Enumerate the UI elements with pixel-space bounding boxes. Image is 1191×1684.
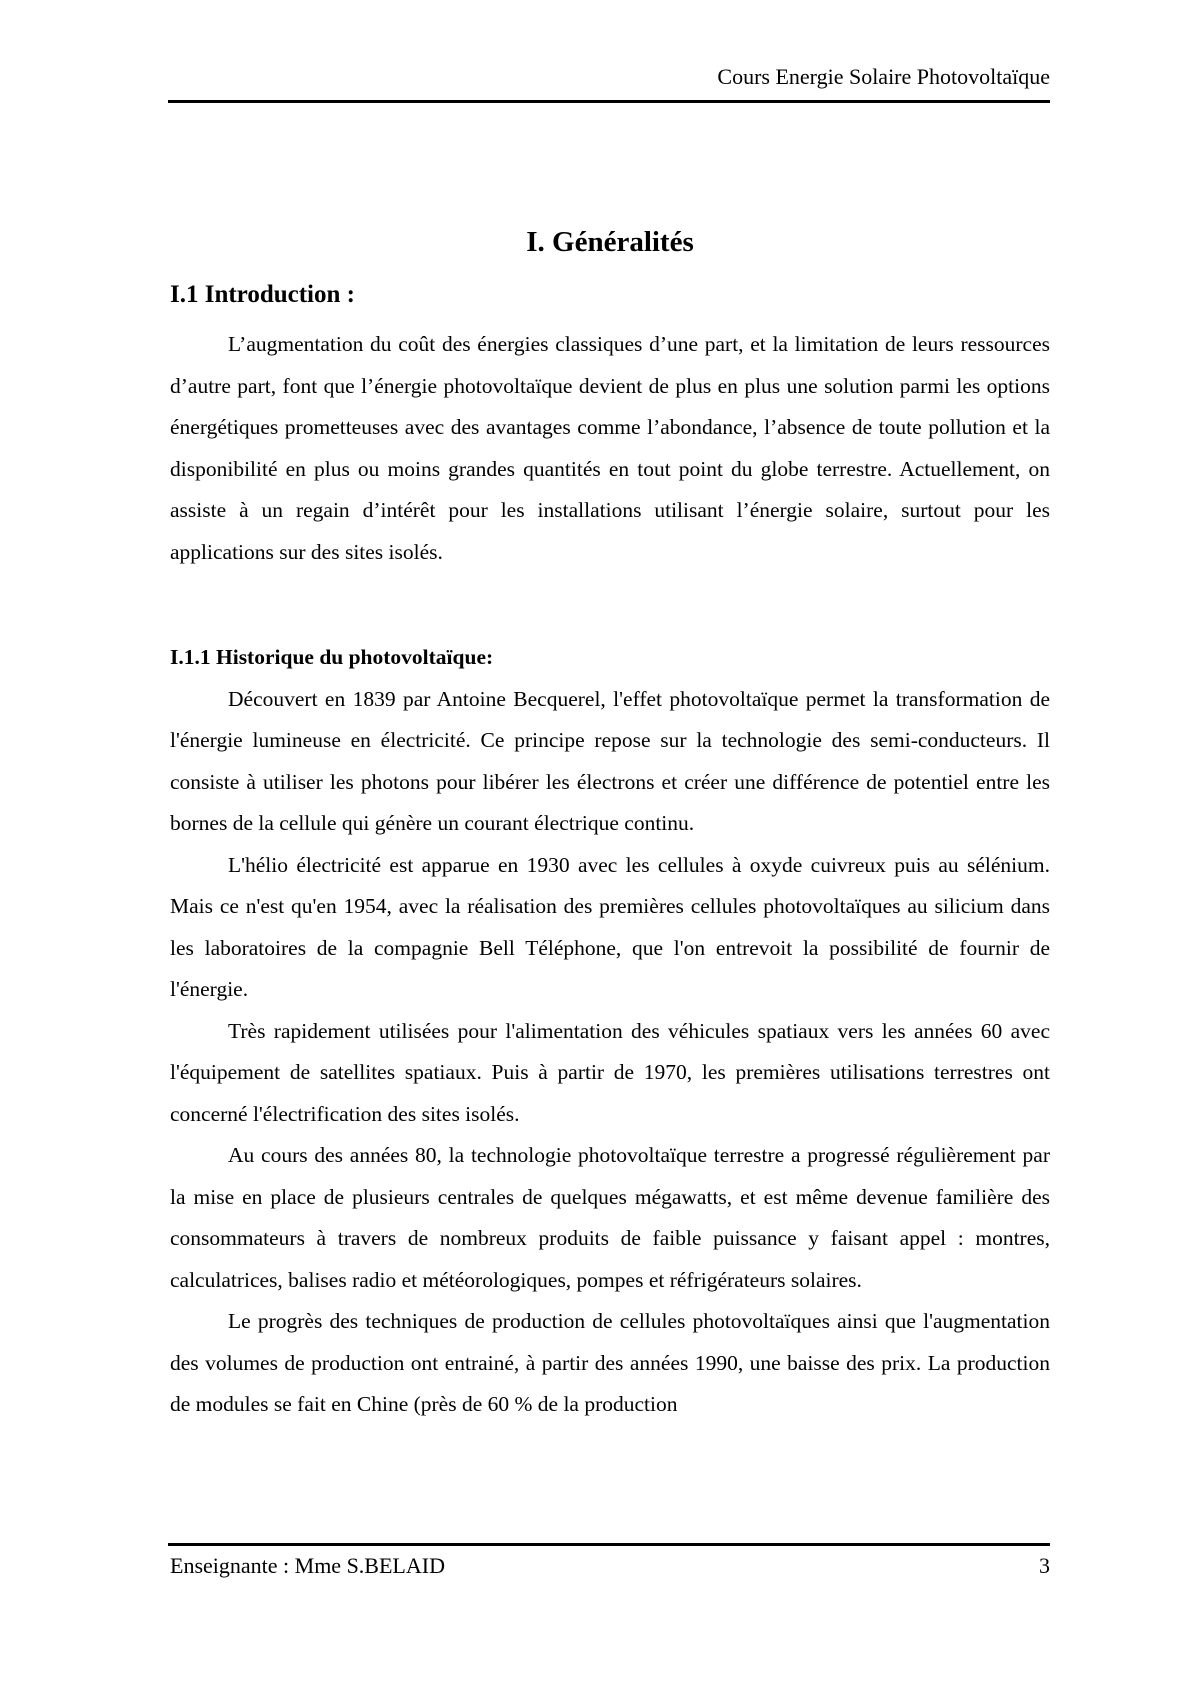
page-number: 3 [1039, 1553, 1050, 1578]
intro-paragraph: L’augmentation du coût des énergies classiques d’une part, et la limitation de leurs ressources d’autre part, font que l’énergie photovoltaïque devient de plus en plus une solution parmi les options énergétiques prometteuses avec des avantages comme l’abondance, l’absence de toute pollution et la disponibilité en plus ou moins grandes quantités en tout point du globe terrestre. Actuellement, on assiste à un regain d’intérêt pour les installations utilisant l’énergie solaire, surtout pour les applications sur des sites isolés. [170, 332, 1050, 564]
history-paragraph-3: Très rapidement utilisées pour l'alimentation des véhicules spatiaux vers les années 60 avec l'équipement de satellites spatiaux. Puis à partir de 1970, les premières utilisations terrestres ont concerné l'électrification des sites isolés. [170, 1018, 1050, 1126]
history-paragraph-5: Le progrès des techniques de production de cellules photovoltaïques ainsi que l'augmentation des volumes de production ont entrainé, à partir des années 1990, une baisse des prix. La production de modules se fait en Chine (près de 60 % de la production [170, 1309, 1050, 1416]
section-title: I.1 Introduction : [170, 281, 355, 308]
history-paragraph-4: Au cours des années 80, la technologie photovoltaïque terrestre a progressé régulièrement par la mise en place de plusieurs centrales de quelques mégawatts, et est même devenue familière des consommateurs à travers de nombreux produits de faible puissance y faisant appel : montres, calculatrices, balises radio et météorologiques, pompes et réfrigérateurs solaires. [170, 1143, 1050, 1292]
footer-author: Enseignante : Mme S.BELAID [170, 1553, 445, 1578]
history-paragraph-1: Découvert en 1839 par Antoine Becquerel, l'effet photovoltaïque permet la transformation de l'énergie lumineuse en électricité. Ce principe repose sur la technologie des semi-conducteurs. Il consiste à utiliser les photons pour libérer les électrons et créer une différence de potentiel entre les bornes de la cellule qui génère un courant électrique continu. [170, 686, 1050, 835]
footer-divider [168, 1543, 1050, 1546]
history-paragraph-2: L'hélio électricité est apparue en 1930 avec les cellules à oxyde cuivreux puis au sélénium. Mais ce n'est qu'en 1954, avec la réalisation des premières cellules photovoltaïques au silicium dans les laboratoires de la compagnie Bell Téléphone, que l'on entrevoit la possibilité de fournir de l'énergie. [170, 852, 1050, 1001]
page-header: Cours Energie Solaire Photovoltaïque [717, 64, 1050, 89]
page-content [170, 324, 1050, 1426]
chapter-title: I. Généralités [526, 226, 694, 258]
header-divider [168, 100, 1050, 103]
subsection-title: I.1.1 Historique du photovoltaïque: [170, 645, 494, 669]
